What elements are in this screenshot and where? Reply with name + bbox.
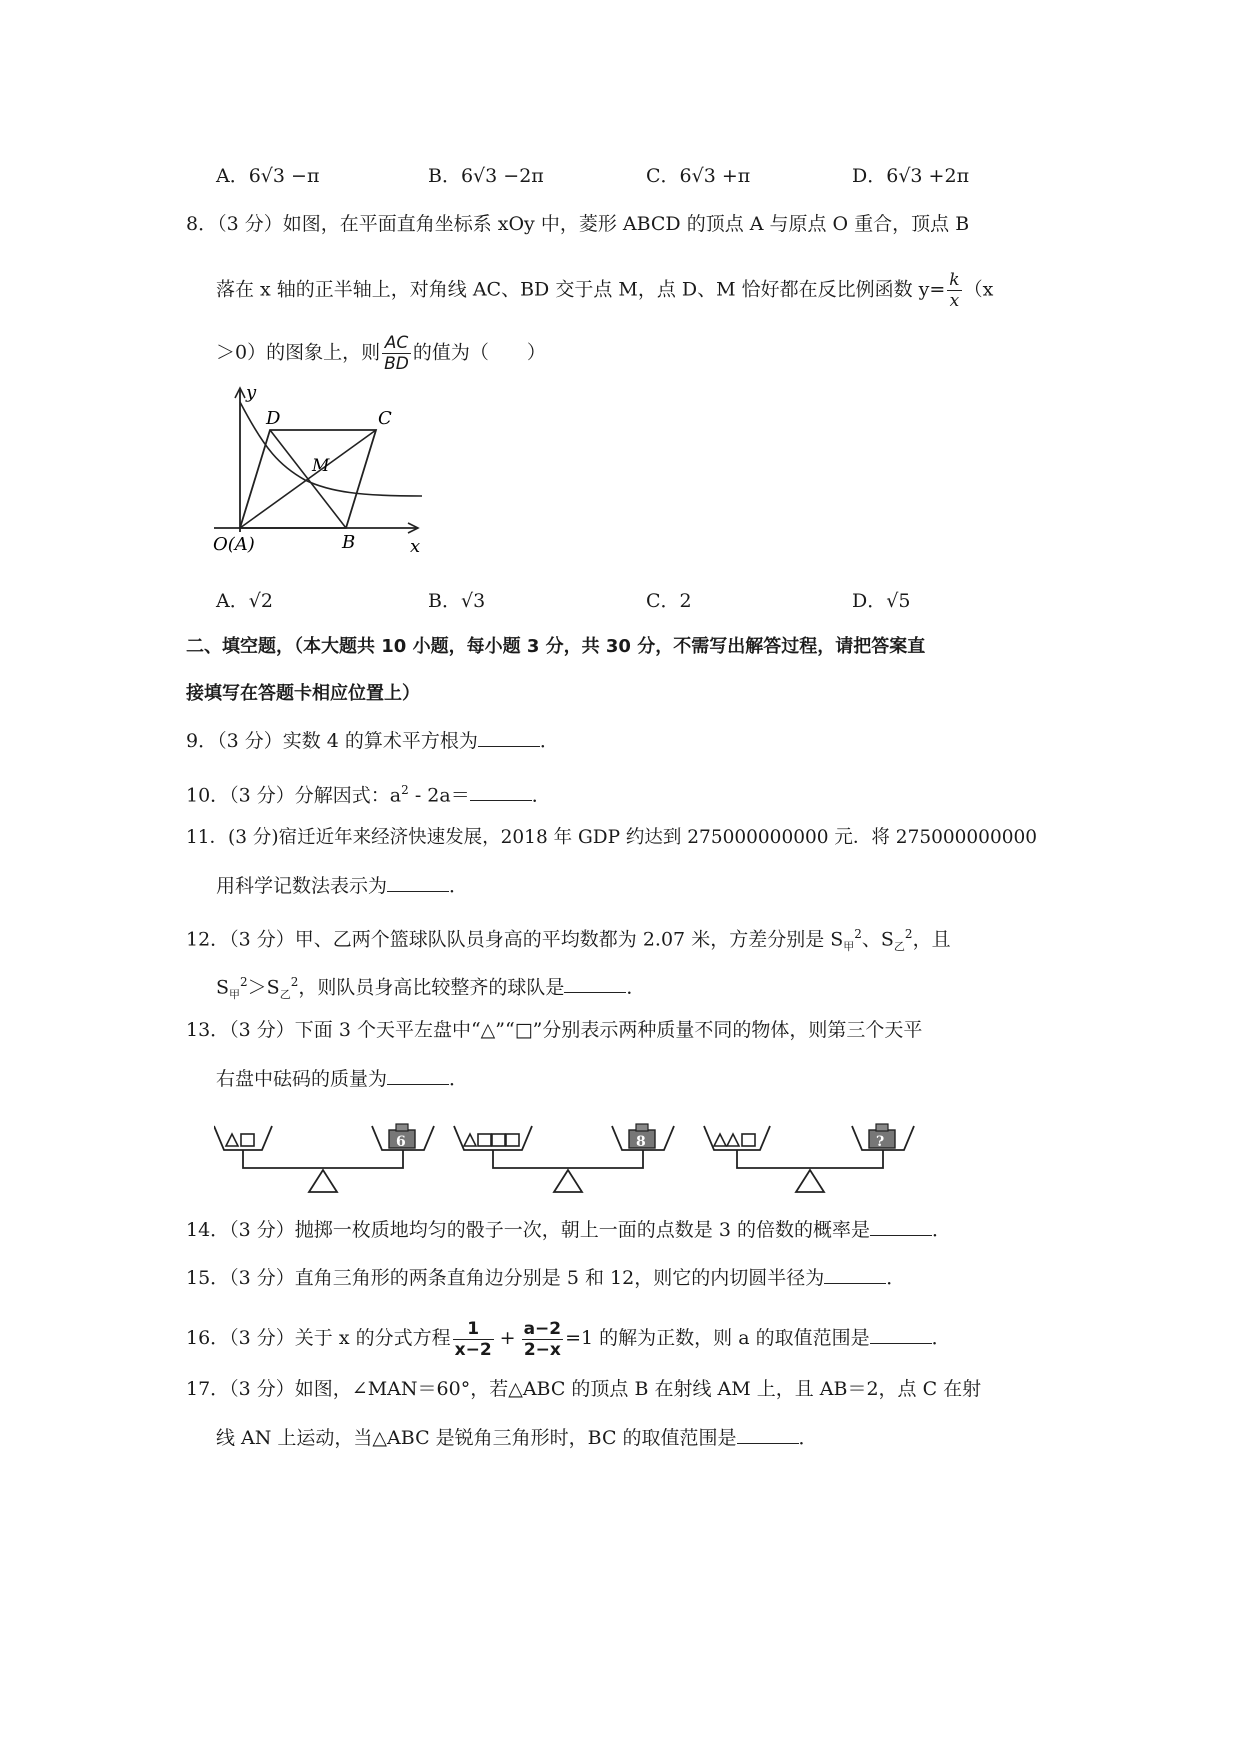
label-d: D (266, 408, 281, 429)
answer-blank[interactable] (564, 974, 626, 993)
triangle-object (226, 1134, 238, 1146)
diagonal-bd (270, 430, 346, 528)
q8-option-b: B．√3 (428, 590, 486, 612)
section-2-heading-line-1: 二、填空题，（本大题共 10 小题，每小题 3 分，共 30 分，不需写出解答过程，请把答案直 (186, 636, 926, 657)
label-origin: O(A) (213, 534, 255, 555)
q8-option-d: D．√5 (852, 590, 911, 612)
weight-label: 6 (396, 1134, 406, 1150)
balance-2 (454, 1124, 674, 1192)
square-object (742, 1134, 755, 1146)
q16: 16．（3 分）关于 x 的分式方程 $\frac{1}{x-2}$ + $\frac{a-2}{2-x}$ =1 的解为正数，则 a 的取值范围是 ． (186, 1318, 951, 1360)
q7-option-b: B．6√3 −2π (428, 165, 544, 187)
q13-line-2: 右盘中砝码的质量为 ． (216, 1068, 469, 1090)
fraction-k-over-x: $\frac{k}{x}$ (949, 270, 960, 311)
square-object (478, 1134, 491, 1146)
q7-option-c: C．6√3 +π (646, 165, 751, 187)
fulcrum (554, 1170, 582, 1192)
answer-blank[interactable] (870, 1217, 932, 1236)
answer-blank[interactable] (478, 728, 540, 747)
weight-label: 8 (636, 1134, 646, 1150)
q11-line-2: 用科学记数法表示为 ． (216, 875, 469, 897)
q8-line-3: ＞0）的图象上，则 $\frac{AC}{BD}$ 的值为（ ） (216, 333, 546, 374)
answer-blank[interactable] (737, 1425, 799, 1444)
q8-line-1: 8．（3 分）如图，在平面直角坐标系 xOy 中，菱形 ABCD 的顶点 A 与原点 O 重合，顶点 B (186, 213, 970, 235)
balance-3 (704, 1124, 914, 1192)
answer-blank[interactable] (470, 782, 532, 801)
balance-1 (214, 1124, 434, 1192)
q11-line-1: 11．(3 分)宿迁近年来经济快速发展，2018 年 GDP 约达到 275000000000 元．将 275000000000 (186, 827, 1038, 848)
answer-blank[interactable] (387, 873, 449, 892)
label-b: B (342, 532, 356, 553)
q14: 14．（3 分）抛掷一枚质地均匀的骰子一次，朝上一面的点数是 3 的倍数的概率是 ． (186, 1219, 951, 1241)
fraction-a-minus-2-over-2-minus-x: $\frac{a-2}{2-x}$ (523, 1318, 562, 1360)
balance-scales-figure (214, 1112, 944, 1194)
q15: 15．（3 分）直角三角形的两条直角边分别是 5 和 12，则它的内切圆半径为 ． (186, 1267, 906, 1289)
answer-blank[interactable] (870, 1325, 932, 1344)
q17-line-1: 17．（3 分）如图，∠MAN＝60°，若△ABC 的顶点 B 在射线 AM 上，且 AB＝2，点 C 在射 (186, 1378, 982, 1400)
q17-line-2: 线 AN 上运动，当△ABC 是锐角三角形时，BC 的取值范围是 ． (216, 1427, 818, 1449)
q8-option-c: C．2 (646, 590, 692, 612)
q7-option-d: D．6√3 +2π (852, 165, 970, 187)
fraction-ac-over-bd: $\frac{AC}{BD}$ (384, 333, 409, 374)
q13-line-1: 13．（3 分）下面 3 个天平左盘中“△”“□”分别表示两种质量不同的物体，则第三个天平 (186, 1019, 923, 1041)
label-y: y (246, 382, 257, 403)
fraction-1-over-x-minus-2: $\frac{1}{x-2}$ (454, 1318, 492, 1360)
triangle-object (464, 1134, 476, 1146)
q8-rhombus-figure (210, 380, 430, 555)
label-c: C (378, 408, 392, 429)
answer-blank[interactable] (387, 1066, 449, 1085)
square-object (241, 1134, 254, 1146)
triangle-object (714, 1134, 726, 1146)
q9: 9．（3 分）实数 4 的算术平方根为 ． (186, 730, 559, 752)
square-object (506, 1134, 519, 1146)
fulcrum (796, 1170, 824, 1192)
q12-line-2: $S_甲^2>S_乙^2$，则队员身高比较整齐的球队是 ． (216, 975, 646, 1002)
q8-line-2: 落在 x 轴的正半轴上，对角线 AC、BD 交于点 M，点 D、M 恰好都在反比例函数 y= $\frac{k}{x}$ （x (216, 270, 994, 311)
q10: 10．（3 分）分解因式：$a^2 - 2a=$ ． (186, 783, 551, 807)
weight-label: ? (876, 1134, 885, 1150)
square-object (492, 1134, 505, 1146)
label-m: M (312, 456, 330, 476)
fulcrum (309, 1170, 337, 1192)
section-2-heading-line-2: 接填写在答题卡相应位置上） (186, 683, 420, 704)
label-x: x (410, 536, 421, 555)
triangle-object (727, 1134, 739, 1146)
answer-blank[interactable] (824, 1265, 886, 1284)
q8-option-a: A．√2 (216, 590, 273, 612)
q12-line-1: 12．（3 分）甲、乙两个篮球队队员身高的平均数都为 2.07 米，方差分别是 $S_甲^2$、$S_乙^2$，且 (186, 927, 951, 954)
q7-option-a: A．6√3 −π (216, 165, 320, 187)
